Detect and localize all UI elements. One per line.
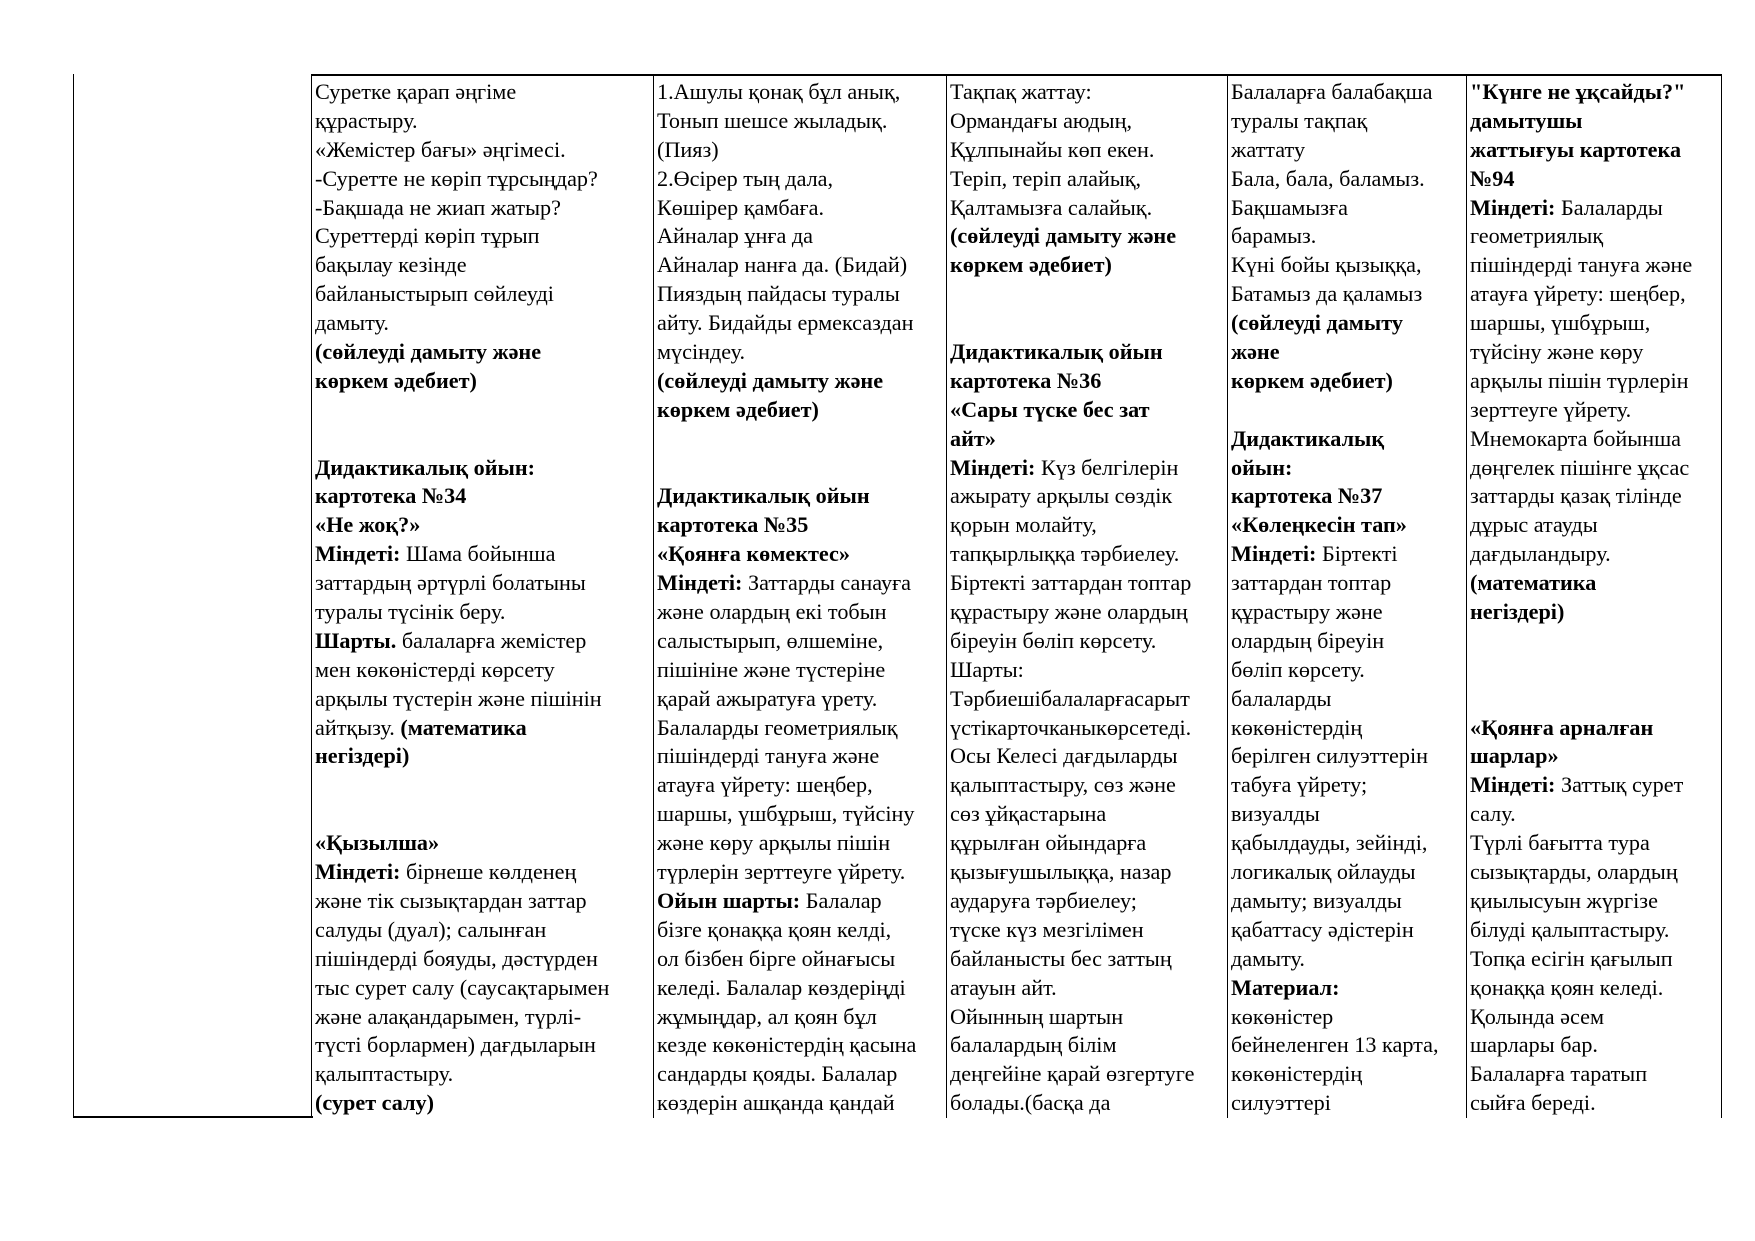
text-line: Материал: xyxy=(1231,974,1340,1000)
text-line: заттарды қазақ тілінде xyxy=(1470,483,1682,509)
text-line: қабаттасу әдістерін xyxy=(1231,916,1414,942)
text-line: Айналар нанға да. (Бидай) xyxy=(657,252,908,278)
text-line: құрастыру және xyxy=(1231,599,1383,625)
text-line: көркем әдебиет) xyxy=(1231,367,1393,393)
text-line: атауға үйрету: шеңбер, xyxy=(657,772,873,798)
text-line: қонаққа қоян келеді. xyxy=(1470,974,1664,1000)
text-line: шарлары бар. xyxy=(1470,1032,1598,1058)
text-line: -Суретте не көріп тұрсыңдар? xyxy=(315,165,598,191)
table-border-left xyxy=(73,74,74,1118)
text-line: (математика xyxy=(1470,570,1597,596)
text-line: құрылған ойындарға xyxy=(950,830,1147,856)
text-line: қалыптастыру, сөз және xyxy=(950,772,1176,798)
text-line: Дидактикалық ойын: xyxy=(315,454,536,480)
text-line: жұмыңдар, ал қоян бұл xyxy=(657,1003,877,1029)
text-line: Ормандағы аюдың, xyxy=(950,107,1132,133)
text-line: және алақандарымен, түрлі- xyxy=(315,1003,582,1029)
text-line: көркем әдебиет) xyxy=(315,367,477,393)
text-line: және тік сызықтардан заттар xyxy=(315,887,587,913)
text-line: сөз ұйқастарына xyxy=(950,801,1107,827)
text-line: Дидактикалық xyxy=(1231,425,1385,451)
text-line: Балаларға таратып xyxy=(1470,1061,1648,1087)
text-line: Мнемокарта бойынша xyxy=(1470,425,1682,451)
cell-column-3 xyxy=(950,78,1224,1118)
text-line: «Жемістер бағы» әңгімесі. xyxy=(315,136,566,162)
text-line xyxy=(315,396,649,425)
text-line: (сөйлеуді дамыту және xyxy=(315,339,542,365)
text-line xyxy=(315,858,649,887)
text-line: келеді. Балалар көздеріңді xyxy=(657,974,906,1000)
text-line: Бақшамызға xyxy=(1231,194,1348,220)
text-line: қиылысуын жүргізе xyxy=(1470,887,1658,913)
text-line xyxy=(950,454,1224,483)
column-divider-3 xyxy=(946,74,947,1118)
text-line: түске күз мезгілімен xyxy=(950,916,1144,942)
text-line: жаттату xyxy=(1231,136,1306,162)
text-line: «Көлеңкесін тап» xyxy=(1231,512,1407,538)
text-line: сандарды қояды. Балалар xyxy=(657,1061,898,1087)
text-line: 1.Ашулы қонақ бұл анық, xyxy=(657,79,901,104)
text-line: Топқа есігін қағылып xyxy=(1470,945,1673,971)
text-line: құрастыру. xyxy=(315,107,418,133)
text-run: Шама бойынша xyxy=(400,541,556,567)
text-line: «Қызылша» xyxy=(315,830,440,856)
text-line: құрастыру және олардың xyxy=(950,599,1188,625)
text-line: атауын айт. xyxy=(950,974,1057,1000)
table-border-bottom xyxy=(73,1116,313,1118)
text-line xyxy=(315,425,649,454)
text-line: шарлар» xyxy=(1470,743,1559,769)
text-line: силуэттері xyxy=(1231,1090,1331,1116)
text-line: Түрлі бағытта тура xyxy=(1470,830,1650,856)
text-line: көкөністердің xyxy=(1231,714,1363,740)
text-line: Біртекті заттардан топтар xyxy=(950,570,1192,596)
text-line xyxy=(315,627,649,656)
text-line: картотека №37 xyxy=(1231,483,1383,509)
column-divider-2 xyxy=(653,74,654,1118)
text-run: Міндеті: xyxy=(1470,772,1556,798)
text-line: Балаларды геометриялық xyxy=(657,714,898,740)
text-line: ол бізбен бірге ойнағысы xyxy=(657,945,896,971)
text-line xyxy=(1231,540,1463,569)
text-line: Бала, бала, баламыз. xyxy=(1231,165,1425,191)
text-run: Заттық сурет xyxy=(1555,772,1684,798)
text-line: табуға үйрету; xyxy=(1231,772,1368,798)
text-line: «Қоянға арналған xyxy=(1470,714,1654,740)
text-line: сыйға береді. xyxy=(1470,1090,1596,1116)
text-line: дөңгелек пішінге ұқсас xyxy=(1470,454,1690,480)
text-line: Тонып шешсе жыладық. xyxy=(657,107,888,133)
text-line: дамыту. xyxy=(1231,945,1305,971)
text-line: дұрыс атауды xyxy=(1470,512,1598,538)
text-line: шаршы, үшбұрыш, xyxy=(1470,310,1651,336)
text-line: білуді қалыптастыру. xyxy=(1470,916,1670,942)
text-line: пішіндерді тануға және xyxy=(657,743,880,769)
text-line: (сөйлеуді дамыту xyxy=(1231,310,1403,336)
text-line xyxy=(315,540,649,569)
text-line: заттардан топтар xyxy=(1231,570,1392,596)
text-line xyxy=(657,887,943,916)
text-run: Міндеті: xyxy=(315,859,401,885)
text-line: және олардың екі тобын xyxy=(657,599,887,625)
text-line: туралы тақпақ xyxy=(1231,107,1368,133)
text-line: Суретке қарап әңгіме xyxy=(315,79,517,104)
column-divider-4 xyxy=(1227,74,1228,1118)
text-line: пішіндерді бояуды, дәстүрден xyxy=(315,945,598,971)
text-line: көкөністер xyxy=(1231,1003,1334,1029)
text-line: сызықтарды, олардың xyxy=(1470,859,1678,885)
text-line: деңгейіне қарай өзгертуге xyxy=(950,1061,1195,1087)
text-line: «Сары түске бес зат xyxy=(950,396,1150,422)
text-line: дамыту; визуалды xyxy=(1231,887,1402,913)
text-line: байланыстырып сөйлеуді xyxy=(315,281,554,307)
text-line: мүсіндеу. xyxy=(657,339,746,365)
text-line: ойын: xyxy=(1231,454,1293,480)
text-line: шаршы, үшбұрыш, түйсіну xyxy=(657,801,915,827)
text-line: болады.(басқа да xyxy=(950,1090,1111,1116)
text-line: біреуін бөліп көрсету. xyxy=(950,627,1157,653)
text-line: түсті борлармен) дағдыларын xyxy=(315,1032,596,1058)
table-border-right xyxy=(1721,74,1722,1118)
text-line: (сурет салу) xyxy=(315,1090,435,1116)
text-line: «Қоянға көмектес» xyxy=(657,541,850,567)
text-line: көкөністердің xyxy=(1231,1061,1363,1087)
text-line: геометриялық xyxy=(1470,223,1604,249)
text-line: "Күнге не ұқсайды?" xyxy=(1470,79,1686,104)
text-line: Қалтамызға салайық. xyxy=(950,194,1153,220)
cell-column-1 xyxy=(315,78,649,1118)
text-line: пішініне және түстеріне xyxy=(657,656,886,682)
text-line xyxy=(1470,771,1718,800)
text-line: және xyxy=(1231,339,1280,365)
text-line: қабылдауды, зейінді, xyxy=(1231,830,1428,856)
text-line: туралы түсінік беру. xyxy=(315,599,506,625)
text-line: қалыптастыру. xyxy=(315,1061,454,1087)
text-line: «Не жоқ?» xyxy=(315,512,421,538)
text-line: көркем әдебиет) xyxy=(657,396,819,422)
text-line: дамыту. xyxy=(315,310,389,336)
text-line: байланысты бес заттың xyxy=(950,945,1172,971)
text-line xyxy=(1470,656,1718,685)
text-line: дағдыландыру. xyxy=(1470,541,1611,567)
table-border-top xyxy=(311,74,1721,76)
text-line: (сөйлеуді дамыту және xyxy=(950,223,1177,249)
text-run: (математика xyxy=(400,714,527,740)
text-line: көркем әдебиет) xyxy=(950,252,1112,278)
text-line xyxy=(657,569,943,598)
text-line: Осы Келесі дағдыларды xyxy=(950,743,1178,769)
text-line: тыс сурет салу (саусақтарымен xyxy=(315,974,610,1000)
text-line: қарай ажыратуға үрету. xyxy=(657,685,878,711)
text-line: атауға үйрету: шеңбер, xyxy=(1470,281,1686,307)
text-line: бөліп көрсету. xyxy=(1231,656,1365,682)
text-line: 2.Өсірер тың дала, xyxy=(657,165,834,191)
text-line: №94 xyxy=(1470,165,1515,191)
text-run: балаларға жемістер xyxy=(396,627,587,653)
text-run: Міндеті: xyxy=(950,454,1036,480)
text-line: салуды (дуал); салынған xyxy=(315,916,547,942)
text-line: бақылау кезінде xyxy=(315,252,467,278)
cell-column-2 xyxy=(657,78,943,1118)
text-line: визуалды xyxy=(1231,801,1320,827)
cell-column-4 xyxy=(1231,78,1463,1118)
text-line xyxy=(315,714,649,743)
text-line: арқылы пішін түрлерін xyxy=(1470,367,1689,393)
text-line: арқылы түстерін және пішінін xyxy=(315,685,602,711)
text-line: Дидактикалық ойын xyxy=(950,339,1163,365)
text-line: айту. Бидайды ермексаздан xyxy=(657,310,914,336)
text-line: логикалық ойлауды xyxy=(1231,859,1416,885)
text-line: олардың біреуін xyxy=(1231,627,1385,653)
text-line xyxy=(315,771,649,800)
text-line: бізге қонаққа қоян келді, xyxy=(657,916,892,942)
text-line xyxy=(1470,627,1718,656)
text-line: ажырату арқылы сөздік xyxy=(950,483,1173,509)
text-line: картотека №34 xyxy=(315,483,467,509)
text-line: Теріп, теріп алайық, xyxy=(950,165,1142,191)
text-line: айт» xyxy=(950,425,996,451)
text-line xyxy=(657,454,943,483)
column-divider-5 xyxy=(1466,74,1467,1118)
text-line: Көшірер қамбаға. xyxy=(657,194,825,220)
column-divider-1 xyxy=(311,74,312,1118)
text-line: кезде көкөністердің қасына xyxy=(657,1032,917,1058)
text-line: пішіндерді тануға және xyxy=(1470,252,1693,278)
text-line: дамытушы xyxy=(1470,107,1583,133)
text-run: Күз белгілерін xyxy=(1035,454,1179,480)
text-line: заттардың әртүрлі болатыны xyxy=(315,570,586,596)
text-line: балалардың білім xyxy=(950,1032,1117,1058)
text-line: мен көкөністерді көрсету xyxy=(315,656,555,682)
text-run: Міндеті: xyxy=(657,570,743,596)
text-line: түрлерін зерттеуге үйрету. xyxy=(657,859,906,885)
text-line: бейнеленген 13 карта, xyxy=(1231,1032,1439,1058)
text-line: зерттеуге үйрету. xyxy=(1470,396,1632,422)
text-line: аударуға тәрбиелеу; xyxy=(950,887,1137,913)
text-line: балаларды xyxy=(1231,685,1332,711)
text-line: Қолында әсем xyxy=(1470,1003,1604,1029)
text-line: Шарты: xyxy=(950,656,1024,682)
text-line: Дидактикалық ойын xyxy=(657,483,870,509)
text-line: берілген силуэттерін xyxy=(1231,743,1429,769)
text-line: көздерін ашқанда қандай xyxy=(657,1090,895,1116)
text-line xyxy=(1470,685,1718,714)
text-line: үстікарточканыкөрсетеді. xyxy=(950,714,1192,740)
text-line: Ойынның шартын xyxy=(950,1003,1124,1029)
text-run: Міндеті: xyxy=(1470,194,1556,220)
text-run: Балаларды xyxy=(1555,194,1663,220)
text-line: (сөйлеуді дамыту және xyxy=(657,367,884,393)
text-run: Міндеті: xyxy=(1231,541,1317,567)
text-line: тапқырлыққа тәрбиелеу. xyxy=(950,541,1180,567)
text-run: айтқызу. xyxy=(315,714,401,740)
schedule-table xyxy=(73,74,1723,1118)
text-line: негіздері) xyxy=(315,743,410,769)
text-run: Заттарды санауға xyxy=(742,570,912,596)
text-line: Тақпақ жаттау: xyxy=(950,79,1092,104)
text-line xyxy=(950,280,1224,309)
text-line: -Бақшада не жиап жатыр? xyxy=(315,194,561,220)
text-line: Суреттерді көріп тұрып xyxy=(315,223,540,249)
text-run: Ойын шарты: xyxy=(657,887,801,913)
text-run: Шарты. xyxy=(315,627,397,653)
text-run: бірнеше көлденең xyxy=(400,859,577,885)
text-line xyxy=(657,425,943,454)
text-line: барамыз. xyxy=(1231,223,1317,249)
text-line xyxy=(315,800,649,829)
text-line: (Пияз) xyxy=(657,136,719,162)
text-run: Міндеті: xyxy=(315,541,401,567)
text-line: қорын молайту, xyxy=(950,512,1097,538)
text-line xyxy=(1231,396,1463,425)
text-line: негіздері) xyxy=(1470,599,1565,625)
text-line: Балаларға балабақша xyxy=(1231,79,1433,104)
text-line: салу. xyxy=(1470,801,1516,827)
text-line: Пияздың пайдасы туралы xyxy=(657,281,900,307)
text-line xyxy=(950,309,1224,338)
text-line: түйсіну және көру xyxy=(1470,339,1644,365)
text-line: қызығушылыққа, назар xyxy=(950,859,1172,885)
cell-column-5 xyxy=(1470,78,1718,1118)
text-line: жаттығуы картотека xyxy=(1470,136,1682,162)
text-line: картотека №36 xyxy=(950,367,1102,393)
text-run: Біртекті xyxy=(1316,541,1398,567)
text-line: Құлпынайы көп екен. xyxy=(950,136,1155,162)
text-line: салыстырып, өлшеміне, xyxy=(657,627,884,653)
text-line: және көру арқылы пішін xyxy=(657,830,891,856)
text-line: Айналар ұнға да xyxy=(657,223,813,249)
text-line: Тәрбиешібалаларғасарыт xyxy=(950,685,1190,711)
text-run: Балалар xyxy=(800,887,882,913)
text-line: картотека №35 xyxy=(657,512,809,538)
text-line: Батамыз да қаламыз xyxy=(1231,281,1423,307)
text-line: Күні бойы қызыққа, xyxy=(1231,252,1422,278)
text-line xyxy=(1470,194,1718,223)
